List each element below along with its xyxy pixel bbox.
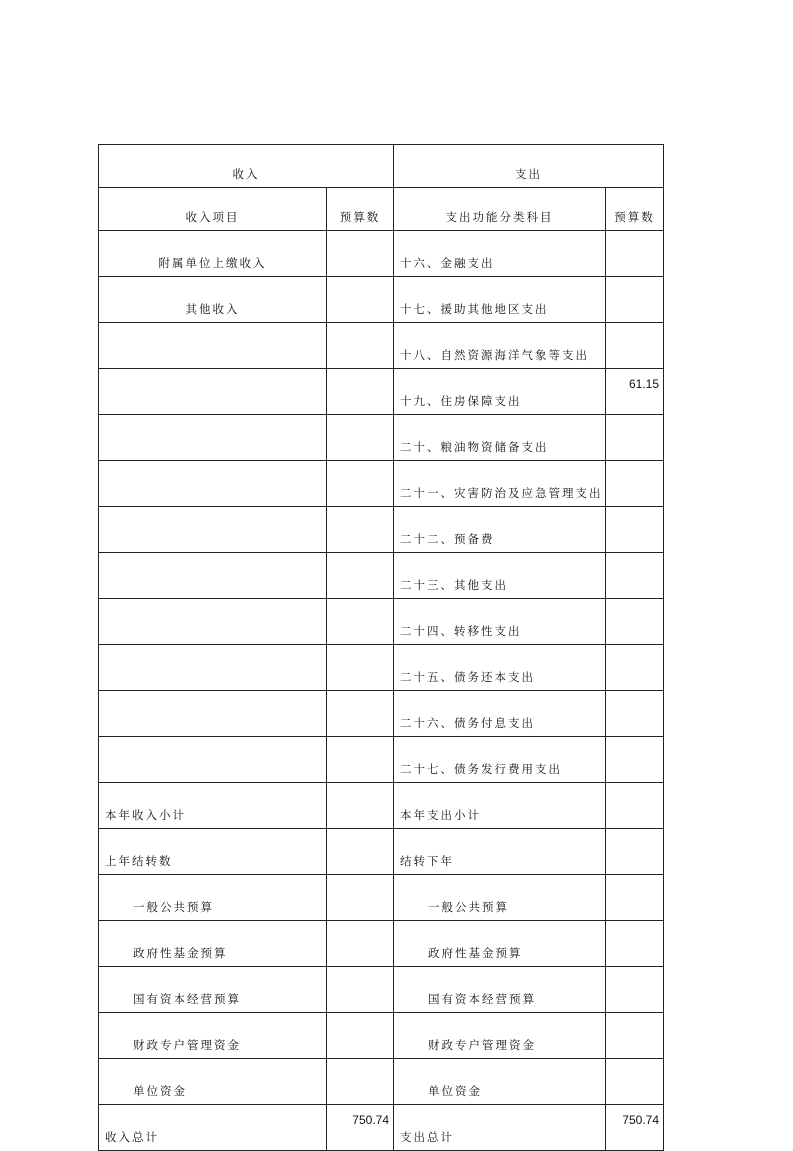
expense-value-cell: [606, 1059, 664, 1105]
income-value-cell: [327, 415, 394, 461]
expense-value-cell: [606, 553, 664, 599]
table-row: [99, 507, 664, 553]
expense-value-cell: [606, 645, 664, 691]
table-row: [99, 829, 664, 875]
expense-item-cell: 二十五、债务还本支出: [394, 645, 606, 691]
table-row: [99, 323, 664, 369]
income-value-cell: [327, 1059, 394, 1105]
income-item-cell: 国有资本经营预算: [99, 967, 327, 1013]
expense-total-label: 支出总计: [394, 1105, 606, 1151]
expense-item-cell: 十九、住房保障支出: [394, 369, 606, 415]
expense-budget-header: 预算数: [606, 188, 664, 231]
income-value-cell: [327, 599, 394, 645]
budget-table: [98, 144, 664, 1151]
income-budget-header: 预算数: [327, 188, 394, 231]
table-row: [99, 921, 664, 967]
table-row: [99, 231, 664, 277]
expense-item-cell: 二十六、债务付息支出: [394, 691, 606, 737]
expense-header: 支出: [394, 145, 664, 188]
table-row: [99, 691, 664, 737]
expense-value-cell: [606, 737, 664, 783]
table-row: [99, 461, 664, 507]
income-item-cell: [99, 415, 327, 461]
income-value-cell: [327, 507, 394, 553]
expense-item-cell: 二十三、其他支出: [394, 553, 606, 599]
income-value-cell: [327, 921, 394, 967]
income-value-cell: [327, 875, 394, 921]
expense-value-cell: [606, 323, 664, 369]
expense-item-cell: 结转下年: [394, 829, 606, 875]
income-value-cell: [327, 277, 394, 323]
income-item-cell: 附属单位上缴收入: [99, 231, 327, 277]
header-row-sub: [99, 188, 664, 231]
table-row: [99, 645, 664, 691]
header-row-top: [99, 145, 664, 188]
table-row: [99, 783, 664, 829]
income-value-cell: [327, 231, 394, 277]
expense-item-cell: 二十七、债务发行费用支出: [394, 737, 606, 783]
income-item-cell: [99, 645, 327, 691]
expense-value-cell: [606, 231, 664, 277]
income-item-cell: 上年结转数: [99, 829, 327, 875]
income-value-cell: [327, 461, 394, 507]
expense-value-cell: [606, 783, 664, 829]
expense-total-value: 750.74: [606, 1105, 664, 1151]
table-row: [99, 737, 664, 783]
expense-value-cell: [606, 1013, 664, 1059]
expense-value-cell: [606, 461, 664, 507]
income-item-cell: [99, 507, 327, 553]
table-row: [99, 599, 664, 645]
income-value-cell: [327, 323, 394, 369]
income-item-cell: [99, 323, 327, 369]
income-value-cell: [327, 1013, 394, 1059]
expense-item-cell: 十六、金融支出: [394, 231, 606, 277]
expense-item-cell: 十七、援助其他地区支出: [394, 277, 606, 323]
income-item-cell: [99, 599, 327, 645]
income-value-cell: [327, 553, 394, 599]
income-value-cell: [327, 369, 394, 415]
expense-item-header: 支出功能分类科目: [394, 188, 606, 231]
expense-item-cell: 二十一、灾害防治及应急管理支出: [394, 461, 606, 507]
expense-value-cell: 61.15: [606, 369, 664, 415]
expense-value-cell: [606, 415, 664, 461]
expense-value-cell: [606, 507, 664, 553]
table-row: [99, 553, 664, 599]
income-item-cell: 一般公共预算: [99, 875, 327, 921]
table-row: [99, 875, 664, 921]
income-item-cell: 财政专户管理资金: [99, 1013, 327, 1059]
expense-value-cell: [606, 875, 664, 921]
income-item-cell: [99, 691, 327, 737]
income-item-cell: 其他收入: [99, 277, 327, 323]
expense-item-cell: 财政专户管理资金: [394, 1013, 606, 1059]
income-total-label: 收入总计: [99, 1105, 327, 1151]
expense-item-cell: 国有资本经营预算: [394, 967, 606, 1013]
expense-item-cell: 本年支出小计: [394, 783, 606, 829]
table-row: [99, 277, 664, 323]
income-item-cell: [99, 737, 327, 783]
table-row: [99, 369, 664, 415]
income-item-cell: 本年收入小计: [99, 783, 327, 829]
income-value-cell: [327, 645, 394, 691]
expense-item-cell: 二十四、转移性支出: [394, 599, 606, 645]
expense-item-cell: 二十、粮油物资储备支出: [394, 415, 606, 461]
income-value-cell: [327, 691, 394, 737]
income-value-cell: [327, 829, 394, 875]
income-item-cell: 单位资金: [99, 1059, 327, 1105]
table-row: [99, 1059, 664, 1105]
expense-value-cell: [606, 829, 664, 875]
expense-item-cell: 单位资金: [394, 1059, 606, 1105]
table-row: [99, 1013, 664, 1059]
income-value-cell: [327, 967, 394, 1013]
expense-value-cell: [606, 967, 664, 1013]
income-item-cell: 政府性基金预算: [99, 921, 327, 967]
table-row: [99, 967, 664, 1013]
expense-item-cell: 一般公共预算: [394, 875, 606, 921]
income-value-cell: [327, 737, 394, 783]
expense-item-cell: 十八、自然资源海洋气象等支出: [394, 323, 606, 369]
total-row: [99, 1105, 664, 1151]
expense-value-cell: [606, 277, 664, 323]
expense-value-cell: [606, 599, 664, 645]
income-item-header: 收入项目: [99, 188, 327, 231]
income-header: 收入: [99, 145, 394, 188]
income-item-cell: [99, 461, 327, 507]
expense-value-cell: [606, 691, 664, 737]
table-row: [99, 415, 664, 461]
income-item-cell: [99, 369, 327, 415]
expense-item-cell: 政府性基金预算: [394, 921, 606, 967]
expense-value-cell: [606, 921, 664, 967]
income-value-cell: [327, 783, 394, 829]
income-total-value: 750.74: [327, 1105, 394, 1151]
expense-item-cell: 二十二、预备费: [394, 507, 606, 553]
income-item-cell: [99, 553, 327, 599]
